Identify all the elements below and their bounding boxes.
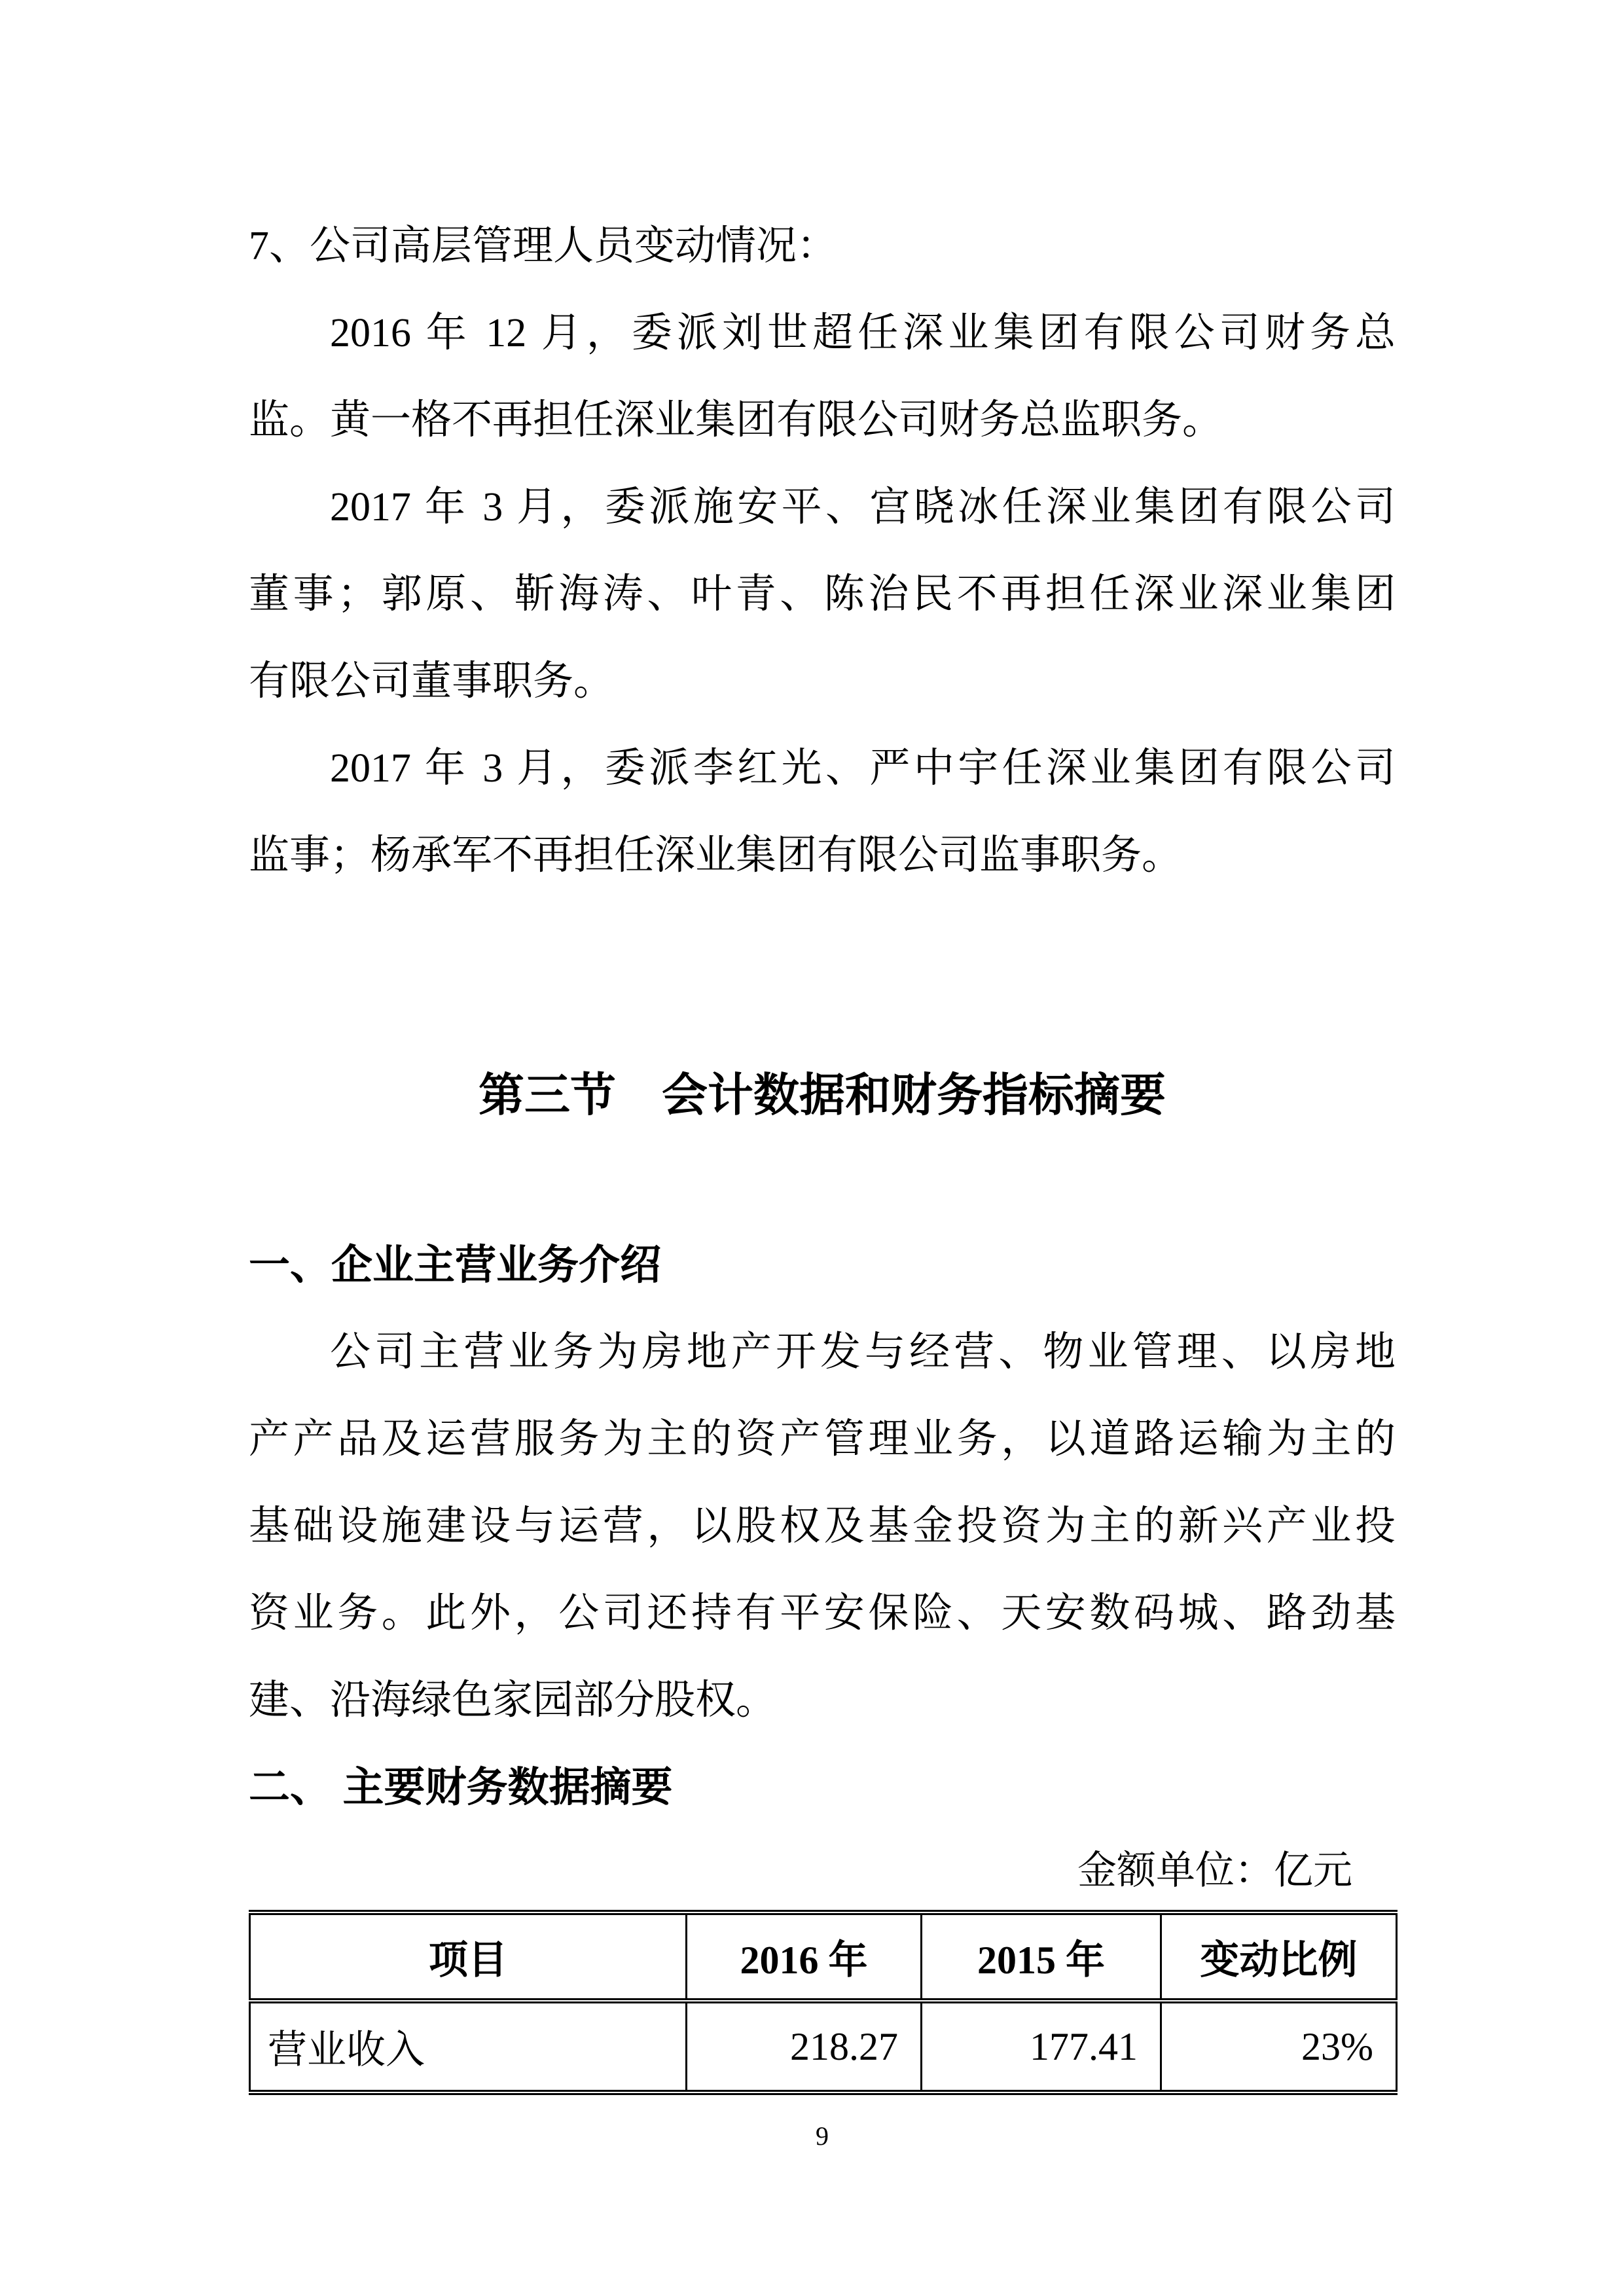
paragraph-line: 董事；郭原、靳海涛、叶青、陈治民不再担任深业深业集团 [249, 572, 1396, 617]
page-content [249, 203, 1396, 2153]
subsection-heading-business-intro: 一、企业主营业务介绍 [249, 1242, 661, 1288]
table-row [250, 2001, 1397, 2092]
table-cell-change-value: 23% [1161, 2001, 1397, 2092]
paragraph-line: 资业务。此外，公司还持有平安保险、天安数码城、路劲基 [249, 1591, 1396, 1636]
table-cell-item: 营业收入 [268, 2028, 425, 2072]
paragraph-line: 公司主营业务为房地产开发与经营、物业管理、以房地 [330, 1330, 1396, 1374]
paragraph-line: 2017 年 3 月，委派施安平、宫晓冰任深业集团有限公司 [330, 485, 1396, 529]
paragraph-line: 2016 年 12 月，委派刘世超任深业集团有限公司财务总 [330, 311, 1396, 355]
paragraph-line: 监。黄一格不再担任深业集团有限公司财务总监职务。 [249, 398, 1223, 442]
table-header-item: 项目 [250, 1912, 687, 2001]
unit-note: 金额单位：亿元 [1077, 1849, 1352, 1892]
vertical-spacer [249, 899, 1396, 1052]
table-header-2015: 2015 年 [922, 1912, 1161, 2001]
paragraph-line: 建、沿海绿色家园部分股权。 [249, 1678, 777, 1723]
table-cell-2015-value: 177.41 [922, 2001, 1161, 2092]
vertical-spacer [249, 1139, 1396, 1222]
paragraph-line: 有限公司董事职务。 [249, 659, 615, 704]
table-cell-2016-value: 218.27 [687, 2001, 922, 2092]
subsection-heading-financial-summary: 二、 主要财务数据摘要 [249, 1765, 673, 1810]
heading-management-changes: 7、公司高层管理人员变动情况： [249, 224, 838, 268]
section-title: 第三节 会计数据和财务指标摘要 [478, 1069, 1166, 1121]
paragraph-line: 监事；杨承军不再担任深业集团有限公司监事职务。 [249, 833, 1183, 878]
paragraph-line: 基础设施建设与运营，以股权及基金投资为主的新兴产业投 [249, 1504, 1396, 1549]
paragraph-line: 产产品及运营服务为主的资产管理业务，以道路运输为主的 [249, 1417, 1396, 1462]
table-header-2016: 2016 年 [687, 1912, 922, 2001]
page-number: 9 [816, 2121, 829, 2151]
table-header-row [250, 1912, 1397, 2001]
table-header-change-ratio: 变动比例 [1161, 1912, 1397, 2001]
paragraph-line: 2017 年 3 月，委派李红光、严中宇任深业集团有限公司 [330, 746, 1396, 791]
financial-summary-table [249, 1910, 1398, 2095]
